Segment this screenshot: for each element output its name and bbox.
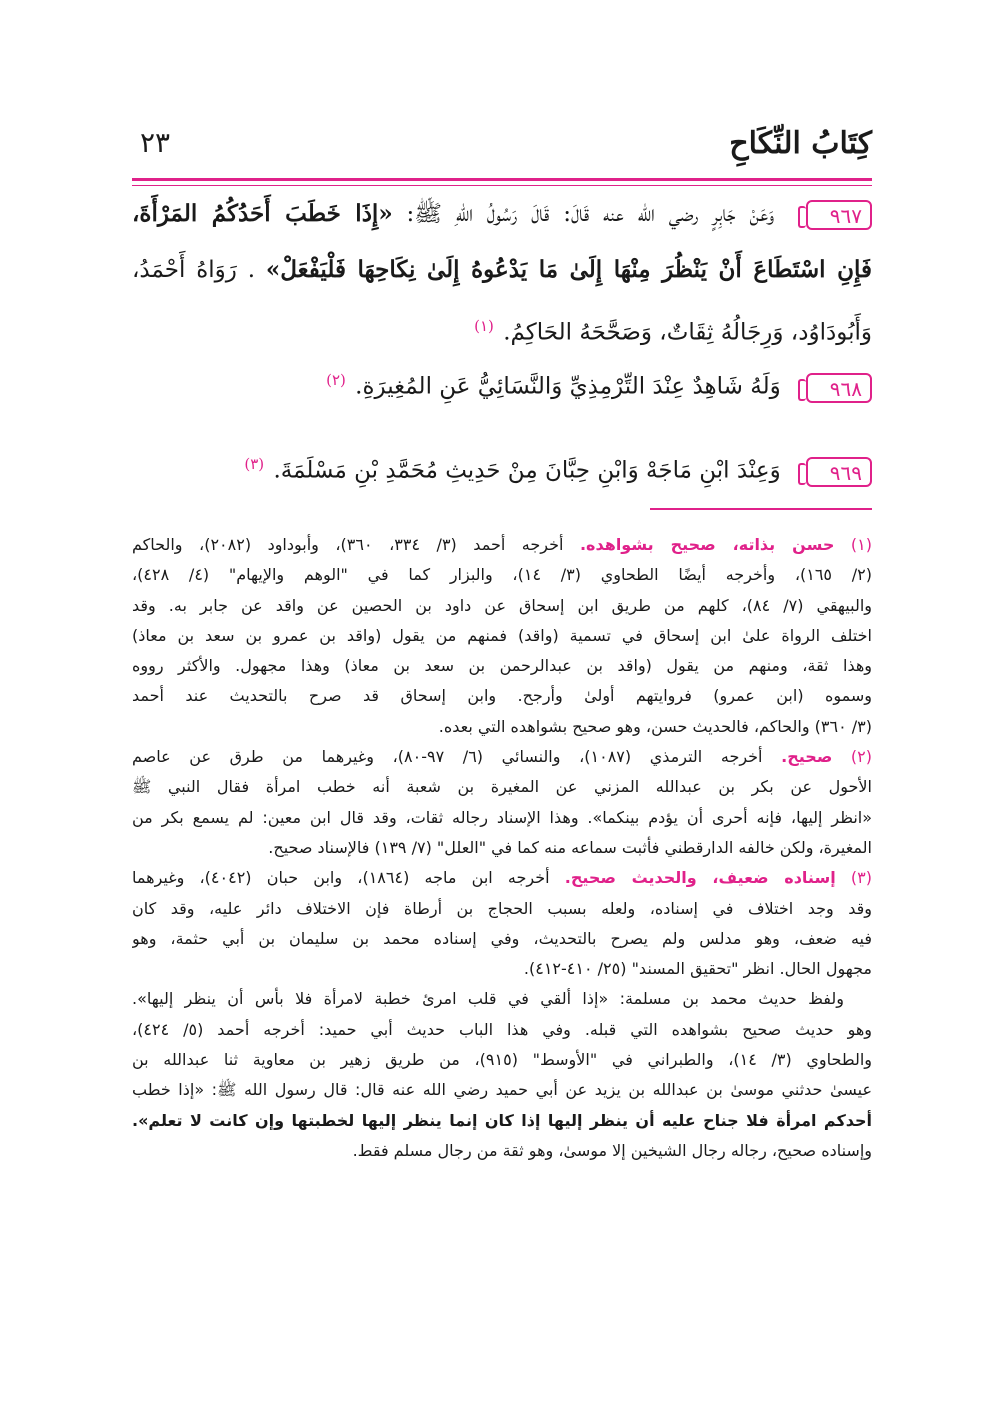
hadith-number-badge: ٩٦٩ — [806, 457, 872, 487]
hadith-text: وَعَنْ جَابِرٍ رضي الله عنه قَالَ: قَالَ رَسُولُ اللهِ ﷺ: — [406, 201, 775, 227]
footnote-ref[interactable]: (٢) — [326, 371, 346, 389]
hadith-968 — [132, 352, 872, 408]
hadith-quote: «إِذَا خَطَبَ أَحَدُكُمُ المَرْأَةَ، — [132, 200, 393, 227]
footnote-line — [132, 863, 872, 893]
hadith-number-badge: ٩٦٧ — [806, 200, 872, 230]
hadith-number-badge: ٩٦٨ — [806, 373, 872, 403]
hadith-text: وَعِنْدَ ابْنِ مَاجَهْ وَابْنِ حِبَّانَ مِنْ حَدِيثِ مُحَمَّدِ بْنِ مَسْلَمَةَ. — [273, 457, 781, 484]
book-title: كِتَابُ النِّكَاحِ — [729, 126, 872, 161]
hadith-line — [132, 186, 872, 242]
footnote-ref[interactable]: (١) — [474, 317, 494, 335]
hadith-text: وَلَهُ شَاهِدٌ عِنْدَ التِّرْمِذِيِّ وَالنَّسَائِيُّ عَنِ المُغِيرَةِ. — [355, 373, 781, 400]
hadith-quote: فَإِنِ اسْتَطَاعَ أَنْ يَنْظُرَ مِنْهَا إِلَىٰ مَا يَدْعُوهُ إِلَىٰ نِكَاحِهَا فَلْيَفْعَلْ» — [265, 256, 872, 283]
footnote-line — [132, 742, 872, 772]
footnote-text: أخرجه أحمد (٣/ ٣٣٤، ٣٦٠)، وأبوداود (٢٠٨٢)، والحاكم — [132, 535, 564, 554]
footnote-line: (٢/ ١٦٥)، وأخرجه أيضًا الطحاوي (٣/ ١٤)، والبزار كما في "الوهم والإيهام" (٤/ ٤٢٨)، — [132, 565, 872, 585]
footnote-line: اختلف الرواة علىٰ ابن إسحاق في تسمية (واقد) فمنهم من يقول (واقد بن عمرو بن سعد بن معاذ) — [132, 625, 872, 645]
hadith-line — [132, 242, 872, 298]
continuation-line: والطحاوي (٣/ ١٤)، والطبراني في "الأوسط" (٩١٥)، من طريق زهير بن معاوية ثنا عبدالله بن — [132, 1050, 872, 1070]
footnote-line: (٣/ ٣٦٠) والحاكم، فالحديث حسن، وهو صحيح بشواهده التي بعده. — [438, 716, 872, 736]
hadith-line — [132, 436, 872, 492]
footnote-grade: صحيح. — [781, 747, 833, 767]
hadith-line — [132, 352, 872, 408]
footnote-line: مجهول الحال. انظر "تحقيق المسند" (٢٥/ ٤١٠-٤١٢). — [523, 959, 872, 979]
footnotes — [132, 530, 872, 1166]
hadith-text: وَأَبُودَاوُد، وَرِجَالُهُ ثِقَاتٌ، وَصَحَّحَهُ الحَاكِمُ. — [503, 319, 872, 346]
footnote-text: أخرجه الترمذي (١٠٨٧)، والنسائي (٦/ ٩٧-٨٠)، وغيرهما من طرق عن عاصم — [132, 747, 763, 767]
hadith-969 — [132, 436, 872, 492]
header-rule — [132, 178, 872, 181]
continuation-line: وهو حديث صحيح بشواهده التي قبله. وفي هذا الباب حديث أبي حميد: أخرجه أحمد (٥/ ٤٢٤)، — [132, 1019, 872, 1039]
continuation-line: عيسىٰ حدثني موسىٰ بن عبدالله بن يزيد عن أبي حميد رضي الله عنه قال: قال رسول الله ﷺ: «إذا خطب — [132, 1080, 872, 1100]
footnote-mark: (٣) — [850, 868, 872, 888]
footnote-line: وسموه (ابن عمرو) فروايتهم أولىٰ وأرجح. وابن إسحاق قد صرح بالتحديث عند أحمد — [132, 686, 872, 706]
footnote-text: أخرجه ابن ماجه (١٨٦٤)، وابن حبان (٤٠٤٢)، وغيرهما — [132, 868, 550, 888]
footnote-mark: (١) — [850, 535, 872, 554]
page-number: ٢٣ — [140, 126, 171, 159]
continuation-line: وإسناده صحيح، رجاله رجال الشيخين إلا موسىٰ، وهو ثقة من رجال مسلم فقط. — [352, 1140, 872, 1160]
footnote-line: الأحول عن بكر بن عبدالله المزني عن المغيرة بن شعبة أنه خطب امرأة فقال النبي ﷺ — [132, 777, 872, 797]
footnote-line: «انظر إليها، فإنه أحرى أن يؤدم بينكما». وهذا الإسناد رجاله ثقات، وقد قال ابن معين: لم يسمع بكر من — [132, 807, 872, 827]
footnote-grade: حسن بذاته، صحيح بشواهده. — [579, 535, 835, 554]
continuation-line: أحدكم امرأة فلا جناح عليه أن ينظر إليها إذا كان إنما ينظر إليها لخطبتها وإن كانت لا تعلم». — [132, 1110, 872, 1130]
hadith-text: . رَوَاهُ أَحْمَدُ، — [132, 257, 256, 283]
hadith-line — [132, 298, 872, 354]
footnote-line: وقد وجد اختلاف في إسناده، ولعله بسبب الحجاج بن أرطاة فإن الاختلاف دائر عليه، وقد كان — [132, 898, 872, 918]
footnote-line: والبيهقي (٧/ ٨٤)، كلهم من طريق ابن إسحاق عن داود بن الحصين عن واقد عن جابر به. وقد — [132, 595, 872, 615]
footnote-grade: إسناده ضعيف، والحديث صحيح. — [564, 868, 836, 888]
footnote-ref[interactable]: (٣) — [244, 455, 265, 473]
footnote-mark: (٢) — [850, 747, 872, 767]
footnote-separator — [650, 508, 872, 510]
footnote-line: فيه ضعف، وهو مدلس ولم يصرح بالتحديث، وفي إسناده محمد بن سليمان بن أبي حثمة، وهو — [132, 928, 872, 948]
page-header — [140, 116, 872, 176]
footnote-line: المغيرة، ولكن خالفه الدارقطني فأثبت سماعه منه كما في "العلل" (٧/ ١٣٩) فالإسناد صحيح. — [268, 837, 872, 857]
footnote-line — [132, 530, 872, 560]
hadith-967 — [132, 186, 872, 354]
continuation-line: ولفظ حديث محمد بن مسلمة: «إذا ألقي في قلب امرئ خطبة لامرأة فلا بأس أن ينظر إليها». — [132, 989, 844, 1009]
footnote-line: وهذا ثقة، ومنهم من يقول (واقد بن عبدالرحمن بن سعد بن معاذ) وهذا مجهول. والأكثر رووه — [132, 656, 872, 676]
